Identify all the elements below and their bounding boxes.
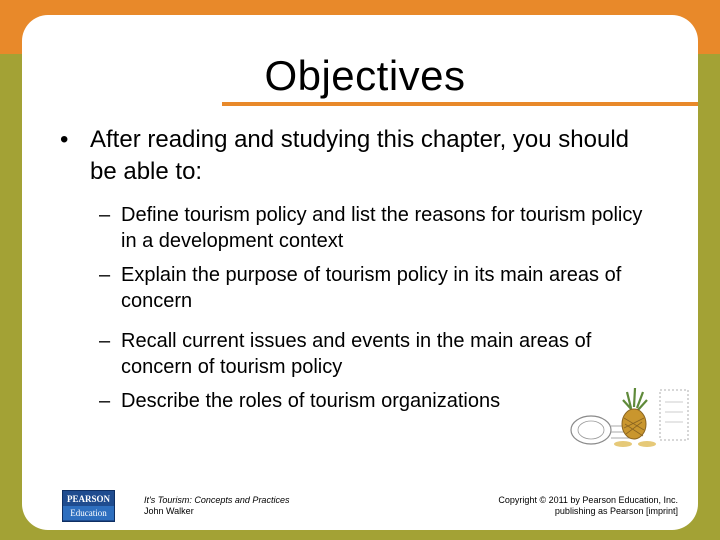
logo-line1: PEARSON — [66, 494, 110, 504]
dash-marker: – — [99, 264, 111, 286]
sub-item — [99, 202, 659, 254]
sub-item — [99, 262, 659, 314]
copyright-line2: publishing as Pearson [imprint] — [554, 506, 678, 516]
book-author: John Walker — [144, 506, 194, 516]
logo-line2: Education — [63, 506, 114, 520]
copyright-line1: Copyright © 2011 by Pearson Education, Inc. — [498, 495, 678, 505]
sub-item-text: Recall current issues and events in the main areas of concern of tourism policy — [121, 330, 592, 378]
title-underline — [222, 102, 698, 106]
main-bullet — [60, 124, 660, 188]
dash-marker: – — [99, 204, 111, 226]
sub-item-text: Explain the purpose of tourism policy in its main areas of concern — [121, 264, 622, 312]
main-bullet-text: After reading and studying this chapter, you should be able to: — [90, 126, 630, 185]
pineapple-postmark-illustration — [565, 382, 690, 467]
sub-item-text: Describe the roles of tourism organizations — [121, 390, 501, 412]
slide-title-text: Objectives — [264, 52, 466, 99]
dash-marker: – — [99, 390, 111, 412]
footer-book-info — [144, 495, 289, 517]
footer-copyright — [498, 495, 678, 517]
slide-title — [0, 52, 720, 100]
book-title: It's Tourism: Concepts and Practices — [144, 495, 290, 505]
bullet-dot: • — [60, 126, 69, 153]
pearson-logo — [62, 490, 115, 522]
sub-item — [99, 328, 659, 380]
sub-item-text: Define tourism policy and list the reasons for tourism policy in a development context — [121, 204, 643, 252]
dash-marker: – — [99, 330, 111, 352]
